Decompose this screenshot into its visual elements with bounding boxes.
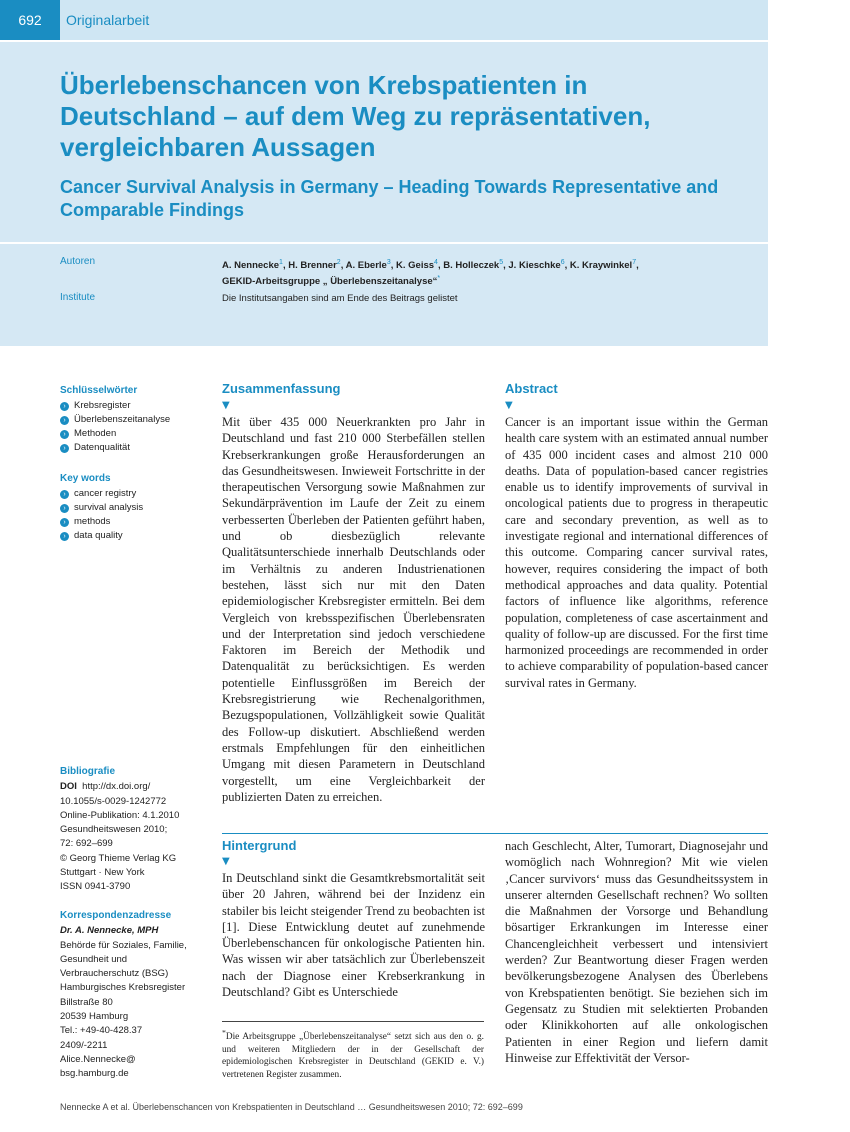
circle-arrow-icon: › <box>60 444 69 453</box>
author-affiliation-number: 1 <box>279 259 283 266</box>
biblio-line: 72: 692–699 <box>60 838 113 850</box>
circle-arrow-icon: › <box>60 518 69 527</box>
author-separator: , <box>437 260 444 272</box>
author-affiliation-number: 7 <box>632 259 637 266</box>
keyword-text: data quality <box>74 530 123 541</box>
article-subtitle: Cancer Survival Analysis in Germany – Heading Towards Representative and Comparable Findings <box>60 177 719 220</box>
keyword-item <box>60 487 210 501</box>
abstract-heading: Abstract <box>505 381 558 396</box>
hintergrund-heading: Hintergrund <box>222 838 297 853</box>
biblio-line: 10.1055/s-0029-1242772 <box>60 795 167 807</box>
footnote-text: Die Arbeitsgruppe „Überlebenszeitanalyse“ setzt sich aus den o. g. und weiteren Mitgliedern der in der Gesellschaft der epidemiologischen Krebsregister in Deutschland (GEKID e. V.) vertretenen Register zusammen. <box>222 1032 484 1080</box>
correspondence-line: Gesundheit und <box>60 953 128 965</box>
correspondence-name: Dr. A. Nennecke, MPH <box>60 925 159 937</box>
correspondence <box>60 909 210 1082</box>
keyword-text: survival analysis <box>74 502 144 513</box>
keyword-text: Krebsregister <box>74 400 131 411</box>
keyword-item <box>60 515 210 529</box>
keyword-text: Überlebenszeitanalyse <box>74 414 171 425</box>
author-affiliation-number: 2 <box>336 259 341 266</box>
author-separator: , <box>636 260 639 272</box>
correspondence-line: Verbraucherschutz (BSG) <box>60 968 169 980</box>
author-separator: , <box>340 260 346 272</box>
correspondence-line: Behörde für Soziales, Familie, <box>60 939 187 951</box>
correspondence-line: Tel.: +49-40-428.37 <box>60 1025 143 1037</box>
circle-arrow-icon: › <box>60 532 69 541</box>
keywords-en-title: Key words <box>60 473 111 484</box>
correspondence-line: Billstraße 80 <box>60 996 113 1008</box>
keyword-item <box>60 529 210 543</box>
biblio-line: Gesundheitswesen 2010; <box>60 824 168 836</box>
doi-label: DOI <box>60 781 77 793</box>
keyword-item <box>60 427 210 441</box>
triangle-down-icon: ▼ <box>222 856 230 867</box>
section-label: Originalarbeit <box>66 12 150 28</box>
authors-list <box>222 256 639 288</box>
author-name: J. Kieschke <box>508 260 561 272</box>
circle-arrow-icon: › <box>60 490 69 499</box>
authors-label: Autoren <box>60 256 96 267</box>
doi-line <box>60 780 210 794</box>
author-separator: , <box>390 260 397 272</box>
article-title: Überlebenschancen von Krebspatienten in Deutschland – auf dem Weg zu repräsentativen, vergleichbaren Aussagen <box>60 70 651 162</box>
keywords-en-list <box>60 487 210 543</box>
circle-arrow-icon: › <box>60 504 69 513</box>
author-separator: , <box>282 260 289 272</box>
biblio-line: © Georg Thieme Verlag KG <box>60 852 177 864</box>
biblio-title: Bibliografie <box>60 766 116 777</box>
institute-text: Die Institutsangaben sind am Ende des Beitrags gelistet <box>222 293 458 304</box>
author-name: H. Brenner <box>288 260 337 272</box>
keyword-item <box>60 441 210 455</box>
authors-line-1 <box>222 260 639 271</box>
circle-arrow-icon: › <box>60 430 69 439</box>
author-name: K. Kraywinkel <box>569 260 633 272</box>
author-name: A. Eberle <box>345 260 387 272</box>
author-affiliation-number: 4 <box>434 259 438 266</box>
keywords-de <box>60 384 210 455</box>
bibliography <box>60 765 210 895</box>
keyword-text: cancer registry <box>74 488 137 499</box>
page-number: 692 <box>0 0 60 40</box>
footnote-mark: * <box>222 1028 226 1037</box>
correspondence-line: bsg.hamburg.de <box>60 1068 129 1080</box>
correspondence-line: 2409/-2211 <box>60 1039 108 1051</box>
footnote <box>222 1027 484 1081</box>
keyword-item <box>60 501 210 515</box>
correspondence-line: Alice.Nennecke@ <box>60 1053 136 1065</box>
author-name: K. Geiss <box>396 260 435 272</box>
hintergrund-text-left: In Deutschland sinkt die Gesamtkrebsmortalität seit über 20 Jahren, während bei der Inzidenz ein stabiler bis leicht steigender Trend zu beobachten ist [1]. Diese Entwicklung deutet auf zunehmende Überlebenschancen für onkologische Patienten hin. Was wissen wir aber tatsächlich zur Überlebenszeit nach der Diagnose einer Krebserkrankung in Deutschland? Gibt es Unterschiede <box>222 871 485 1000</box>
biblio-line: Online-Publikation: 4.1.2010 <box>60 809 180 821</box>
footnote-marker: * <box>437 275 441 283</box>
zusammenfassung-text: Mit über 435 000 Neuerkrankten pro Jahr in Deutschland und fast 210 000 Sterbefällen stellen Krebserkrankungen große Herausforderungen an das Gesundheitswesen. Inwieweit Fortschritte in der therapeutischen Versorgung sowie Maßnahmen zur Sekundärprävention im Laufe der Zeit zu einem verbesserten Überleben der Patienten geführt haben, und ob diesbezüglich relevante Qualitätsunterschiede innerhalb Deutschlands oder im Verhältnis zu anderen Industrienationen bestehen, lässt sich nur mit den Daten epidemiologischer Krebsregister ermitteln. Bei dem Vergleich von krebsspezifischen Überlebensraten und der Interpretation sind jedoch verschiedene Faktoren im Bereich der Methodik und Datenqualität zu berücksichtigen. Es werden potentielle Einflussgrößen im Bereich der Krebsregistrierung wie Rechenalgorithmen, Bezugspopulationen, Vollzähligkeit sowie Qualität des Follow-up diskutiert. Abschließend werden erstmals Empfehlungen für den einheitlichen Umgang mit diesen Parametern in Deutschland vorgestellt, um eine Vergleichbarkeit der publizierten Daten zu erreichen. <box>222 415 485 804</box>
author-affiliation-number: 3 <box>386 259 391 266</box>
keyword-text: methods <box>74 516 111 527</box>
keywords-de-list <box>60 399 210 455</box>
triangle-down-icon: ▼ <box>505 400 513 411</box>
correspondence-lines <box>60 939 210 1082</box>
correspondence-title: Korrespondenzadresse <box>60 910 172 921</box>
doi-url[interactable]: http://dx.doi.org/ <box>82 781 151 793</box>
author-name: B. Holleczek <box>443 260 500 272</box>
biblio-line: Stuttgart · New York <box>60 867 145 879</box>
authors-line-2: GEKID-Arbeitsgruppe „ Überlebenszeitanalyse“ <box>222 276 438 288</box>
keyword-text: Methoden <box>74 428 117 439</box>
triangle-down-icon: ▼ <box>222 400 230 411</box>
section-rule <box>222 833 768 834</box>
author-separator: , <box>503 260 509 272</box>
author-separator: , <box>564 260 570 272</box>
institute-label: Institute <box>60 292 96 303</box>
footer-citation: Nennecke A et al. Überlebenschancen von Krebspatienten in Deutschland … Gesundheitswesen 2010; 72: 692–699 <box>60 1102 523 1112</box>
keyword-text: Datenqualität <box>74 442 130 453</box>
correspondence-line: Hamburgisches Krebsregister <box>60 982 186 994</box>
author-affiliation-number: 6 <box>560 259 565 266</box>
biblio-line: ISSN 0941-3790 <box>60 881 131 893</box>
circle-arrow-icon: › <box>60 402 69 411</box>
keywords-de-title: Schlüsselwörter <box>60 385 138 396</box>
author-name: A. Nennecke <box>222 260 280 272</box>
circle-arrow-icon: › <box>60 416 69 425</box>
abstract-text: Cancer is an important issue within the German health care system with an estimated annual number of 435 000 incident cases and almost 210 000 deaths. Data of population-based cancer registries enable us to identify improvements of survival in oncological patients due to progress in therapeutic care and secondary prevention, as well as to investigate regional and international differences of this outcome. Comparing cancer survival rates, however, requires considering the impact of both methodical approaches and data quality. Potential factors of influence like algorithms, reference population, completeness of case ascertainment and quality of follow-up are discussed. For the first time harmonized proceedings are recommended in order to achieve comparability of population-based cancer survival rates in Germany. <box>505 415 768 690</box>
zusammenfassung-heading: Zusammenfassung <box>222 381 341 396</box>
correspondence-line: 20539 Hamburg <box>60 1011 129 1023</box>
hintergrund-text-right: nach Geschlecht, Alter, Tumorart, Diagnosejahr und womöglich nach Wohnregion? Mit wie vielen ‚Cancer survivors‘ muss das Gesundheitssystem in unserer alternden Gesellschaft rechnen? Wo sollten die Maßnahmen der Vorsorge und Behandlung bösartiger Erkrankungen im Interesse einer Chancengleichheit verbessert und intensiviert werden? Zur Beantwortung dieser Fragen werden bevölkerungsbezogene Analysen des Überlebens von Krebspatienten benötigt. Sie beziehen sich im Gegensatz zu Studien mit selektierten Probanden oder Klinikkohorten auf alle onkologischen Patienten in einer Region und liefern damit Hinweise zur Effektivität der Versor- <box>505 839 768 1065</box>
biblio-lines <box>60 795 210 895</box>
author-affiliation-number: 5 <box>499 259 504 266</box>
footnote-rule <box>222 1021 484 1022</box>
keywords-en <box>60 472 210 543</box>
keyword-item <box>60 413 210 427</box>
keyword-item <box>60 399 210 413</box>
